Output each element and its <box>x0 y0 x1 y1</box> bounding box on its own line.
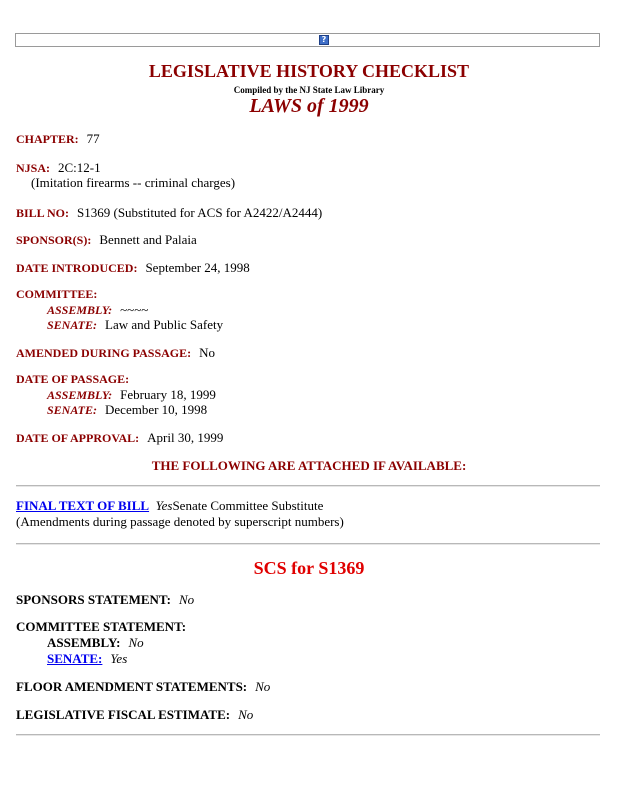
final-text-link[interactable]: FINAL TEXT OF BILL <box>16 498 150 513</box>
fiscal-estimate-row <box>16 706 253 724</box>
njsa-value: 2C:12-1 <box>58 160 101 175</box>
chapter-label: CHAPTER: <box>16 132 79 146</box>
floor-amendment-row <box>16 678 270 696</box>
sponsor-row <box>16 231 197 249</box>
passage-senate-label: SENATE: <box>47 403 98 417</box>
amended-label: AMENDED DURING PASSAGE: <box>16 346 192 360</box>
njsa-description: (Imitation firearms -- criminal charges) <box>31 175 236 190</box>
top-banner-frame <box>15 33 600 47</box>
passage-senate-value: December 10, 1998 <box>105 402 208 417</box>
chapter-row <box>16 130 100 148</box>
date-of-approval-label: DATE OF APPROVAL: <box>16 431 140 445</box>
page-title: LEGISLATIVE HISTORY CHECKLIST <box>148 61 470 81</box>
chapter-value: 77 <box>86 131 100 146</box>
sponsor-value: Bennett and Palaia <box>99 232 197 247</box>
njsa-label: NJSA: <box>16 161 51 175</box>
statement-senate-value: Yes <box>110 651 128 666</box>
amendments-note: (Amendments during passage denoted by superscript numbers) <box>16 514 344 529</box>
sponsor-label: SPONSOR(S): <box>16 233 92 247</box>
statement-assembly-label: ASSEMBLY: <box>47 635 121 650</box>
final-text-yes: Yes <box>155 498 173 513</box>
scs-heading: SCS for S1369 <box>253 558 365 578</box>
amended-row <box>16 344 215 362</box>
laws-year: LAWS of 1999 <box>249 95 369 117</box>
date-of-passage-label: DATE OF PASSAGE: <box>16 372 130 386</box>
attached-heading: THE FOLLOWING ARE ATTACHED IF AVAILABLE: <box>151 458 467 473</box>
statement-senate-link[interactable]: SENATE: <box>47 651 103 666</box>
committee-statement-label: COMMITTEE STATEMENT: <box>16 619 187 634</box>
committee-senate-row <box>47 316 223 334</box>
committee-senate-label: SENATE: <box>47 318 98 332</box>
date-introduced-row <box>16 259 250 277</box>
bill-value: S1369 (Substituted for ACS for A2422/A2444) <box>77 205 323 220</box>
final-text-row <box>16 498 323 514</box>
committee-label: COMMITTEE: <box>16 287 98 301</box>
final-text-description: Senate Committee Substitute <box>172 498 324 513</box>
committee-assembly-label: ASSEMBLY: <box>47 303 113 317</box>
divider <box>16 543 600 545</box>
date-of-approval-value: April 30, 1999 <box>147 430 224 445</box>
passage-assembly-value: February 18, 1999 <box>120 387 216 402</box>
floor-amendment-value: No <box>255 679 271 694</box>
committee-senate-value: Law and Public Safety <box>105 317 224 332</box>
bill-row <box>16 204 322 222</box>
date-introduced-value: September 24, 1998 <box>145 260 250 275</box>
compiled-by: Compiled by the NJ State Law Library <box>233 85 385 95</box>
fiscal-estimate-label: LEGISLATIVE FISCAL ESTIMATE: <box>16 707 231 722</box>
divider <box>16 485 600 487</box>
help-icon[interactable]: ? <box>319 35 329 45</box>
date-introduced-label: DATE INTRODUCED: <box>16 261 138 275</box>
sponsors-statement-label: SPONSORS STATEMENT: <box>16 592 171 607</box>
fiscal-estimate-value: No <box>238 707 254 722</box>
sponsors-statement-row <box>16 591 194 609</box>
sponsors-statement-value: No <box>178 592 195 607</box>
committee-assembly-value: ~~~~ <box>120 302 149 317</box>
date-of-approval-row <box>16 429 223 447</box>
statement-assembly-value: No <box>128 635 144 650</box>
passage-assembly-label: ASSEMBLY: <box>47 388 113 402</box>
bill-label: BILL NO: <box>16 206 70 220</box>
divider <box>16 734 600 736</box>
amended-value: No <box>199 345 216 360</box>
floor-amendment-label: FLOOR AMENDMENT STATEMENTS: <box>16 679 248 694</box>
statement-senate-row <box>47 650 127 668</box>
passage-senate-row <box>47 401 207 419</box>
